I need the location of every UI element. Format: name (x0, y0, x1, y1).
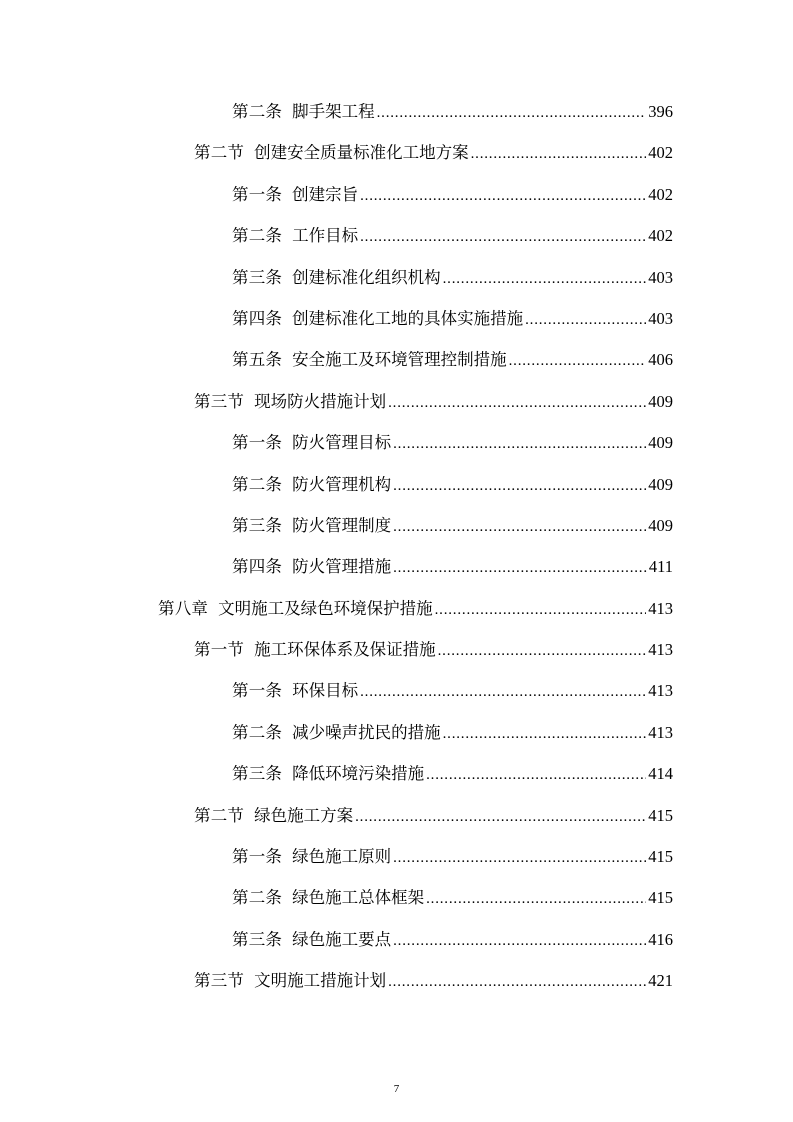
toc-entry-page: 415 (648, 847, 673, 867)
toc-entry[interactable] (0, 588, 793, 629)
dot-leader (355, 797, 646, 838)
toc-entry-title: 环保目标 (292, 681, 359, 701)
toc-entry[interactable] (0, 91, 793, 132)
dot-leader (443, 259, 647, 300)
toc-entry-page: 409 (648, 433, 673, 453)
toc-entry-title: 减少噪声扰民的措施 (292, 722, 441, 742)
toc-entry-title: 安全施工及环境管理控制措施 (292, 350, 507, 370)
toc-entry-number: 第二条 (232, 102, 283, 121)
toc-entry-page: 409 (648, 515, 673, 535)
dot-leader (388, 383, 646, 424)
toc-entry-title: 绿色施工要点 (292, 929, 392, 949)
toc-entry-page: 403 (648, 267, 673, 287)
toc-entry-page: 402 (648, 226, 673, 246)
toc-entry[interactable] (0, 629, 793, 670)
toc-entry[interactable] (0, 505, 793, 546)
toc-entry-number: 第一节 (194, 640, 245, 660)
toc-entry-page: 415 (648, 888, 673, 908)
toc-entry-page: 413 (648, 598, 673, 618)
toc-entry[interactable] (0, 422, 793, 463)
dot-leader (393, 466, 646, 507)
dot-leader (393, 921, 646, 962)
toc-entry-number: 第三条 (232, 764, 283, 784)
dot-leader (426, 879, 646, 920)
toc-entry-title: 现场防火措施计划 (254, 391, 387, 411)
toc-entry-title: 防火管理制度 (292, 515, 392, 535)
dot-leader (471, 134, 647, 175)
toc-entry[interactable] (0, 215, 793, 256)
toc-entry-number: 第二条 (232, 722, 283, 742)
toc-entry-number: 第三节 (194, 391, 245, 411)
dot-leader (360, 176, 646, 217)
toc-entry[interactable] (0, 919, 793, 960)
toc-entry-page: 413 (648, 640, 673, 660)
toc-entry-title: 防火管理措施 (292, 557, 392, 577)
dot-leader (509, 341, 647, 382)
toc-entry-number: 第二条 (232, 888, 283, 908)
toc-entry-number: 第四条 (232, 308, 283, 328)
toc-entry[interactable] (0, 795, 793, 836)
toc-entry[interactable] (0, 836, 793, 877)
toc-entry-page: 409 (648, 474, 673, 494)
dot-leader (393, 424, 646, 465)
dot-leader (525, 300, 646, 341)
toc-entry-page: 411 (648, 557, 673, 577)
toc-entry-title: 降低环境污染措施 (292, 764, 425, 784)
toc-entry-title: 文明施工及绿色环境保护措施 (218, 598, 433, 618)
toc-entry[interactable] (0, 339, 793, 380)
toc-entry-number: 第三条 (232, 515, 283, 535)
toc-entry-title: 文明施工措施计划 (254, 971, 387, 991)
toc-entry[interactable] (0, 257, 793, 298)
toc-entry[interactable] (0, 464, 793, 505)
toc-entry-page: 415 (648, 805, 673, 825)
toc-entry[interactable] (0, 877, 793, 918)
toc-entry[interactable] (0, 712, 793, 753)
dot-leader (435, 590, 647, 631)
toc-entry-number: 第一条 (232, 433, 283, 453)
toc-entry-title: 施工环保体系及保证措施 (254, 640, 436, 660)
table-of-contents (0, 91, 793, 1002)
toc-entry[interactable] (0, 960, 793, 1001)
dot-leader (377, 93, 647, 134)
toc-entry-number: 第二条 (232, 474, 283, 494)
toc-entry[interactable] (0, 381, 793, 422)
toc-entry-number: 第三条 (232, 929, 283, 949)
toc-entry-number: 第一条 (232, 847, 283, 867)
toc-entry-title: 绿色施工原则 (292, 847, 392, 867)
toc-entry-title: 创建安全质量标准化工地方案 (254, 143, 469, 163)
toc-entry-page: 403 (648, 308, 673, 328)
toc-entry[interactable] (0, 753, 793, 794)
toc-entry[interactable] (0, 298, 793, 339)
toc-entry-number: 第四条 (232, 557, 283, 577)
toc-entry-title: 创建标准化组织机构 (292, 267, 441, 287)
toc-entry-title: 防火管理目标 (292, 433, 392, 453)
dot-leader (443, 714, 647, 755)
toc-entry-number: 第一条 (232, 184, 283, 204)
toc-entry-title: 绿色施工总体框架 (292, 888, 425, 908)
toc-entry-title: 脚手架工程 (292, 102, 375, 121)
toc-entry[interactable] (0, 546, 793, 587)
toc-entry-page: 396 (648, 102, 673, 121)
toc-entry-page: 402 (648, 143, 673, 163)
toc-entry-number: 第二节 (194, 143, 245, 163)
dot-leader (393, 548, 647, 589)
dot-leader (393, 507, 646, 548)
toc-entry-title: 工作目标 (292, 226, 359, 246)
toc-entry-title: 创建宗旨 (292, 184, 359, 204)
toc-entry-page: 402 (648, 184, 673, 204)
toc-entry-number: 第一条 (232, 681, 283, 701)
toc-entry-title: 绿色施工方案 (254, 805, 354, 825)
dot-leader (360, 672, 646, 713)
toc-entry-page: 421 (648, 971, 673, 991)
dot-leader (388, 962, 646, 1003)
toc-entry-page: 416 (648, 929, 673, 949)
toc-entry[interactable] (0, 132, 793, 173)
toc-entry-number: 第五条 (232, 350, 283, 370)
dot-leader (438, 631, 647, 672)
toc-entry-page: 413 (648, 681, 673, 701)
toc-entry-page: 406 (648, 350, 673, 370)
dot-leader (426, 755, 646, 796)
toc-entry-page: 414 (648, 764, 673, 784)
toc-entry-page: 409 (648, 391, 673, 411)
toc-entry-title: 防火管理机构 (292, 474, 392, 494)
toc-entry-number: 第二条 (232, 226, 283, 246)
toc-entry-number: 第八章 (158, 598, 209, 618)
page-number: 7 (393, 1083, 400, 1095)
toc-entry-title: 创建标准化工地的具体实施措施 (292, 308, 524, 328)
toc-entry-number: 第三条 (232, 267, 283, 287)
toc-entry[interactable] (0, 174, 793, 215)
dot-leader (360, 217, 646, 258)
dot-leader (393, 838, 646, 879)
toc-entry[interactable] (0, 670, 793, 711)
toc-entry-number: 第二节 (194, 805, 245, 825)
toc-entry-number: 第三节 (194, 971, 245, 991)
toc-entry-page: 413 (648, 722, 673, 742)
